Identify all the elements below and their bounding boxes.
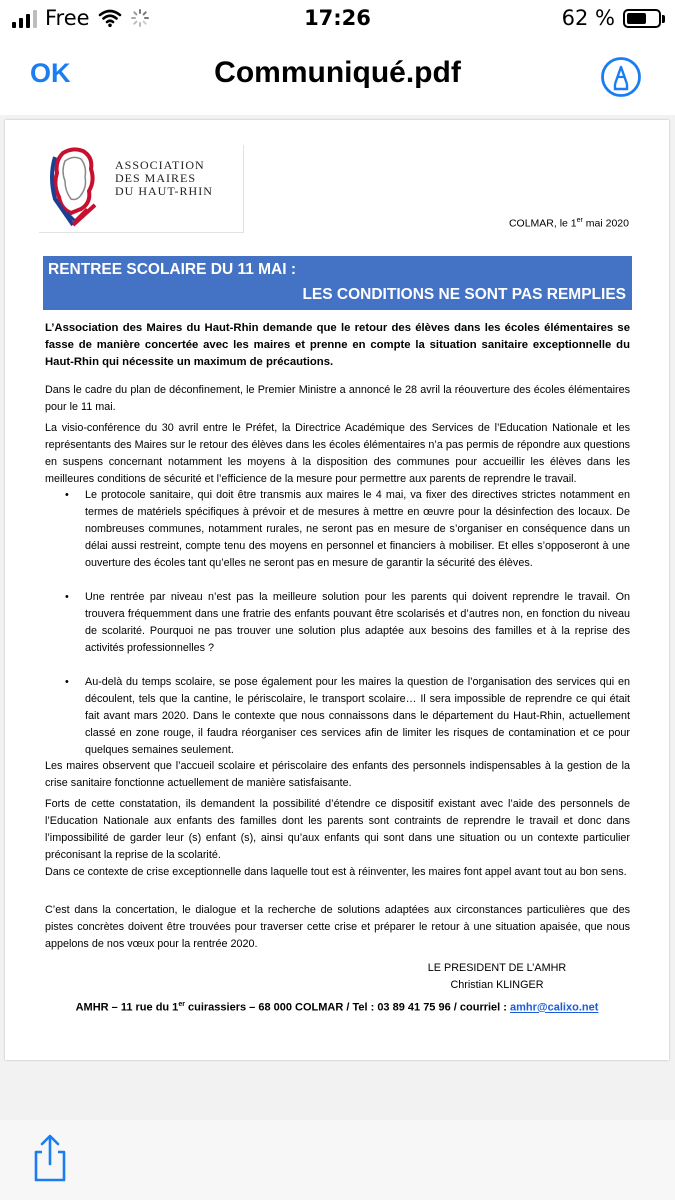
signature-name: Christian KLINGER — [450, 979, 544, 991]
share-icon[interactable] — [28, 1134, 72, 1184]
amhr-logo — [39, 145, 244, 233]
bullet-list — [45, 487, 630, 776]
document-date: COLMAR, le 1er mai 2020 — [508, 217, 629, 230]
list-item: • Au-delà du temps scolaire, se pose également pour les maires la question de l’organisation des services qui en découlent, tels que la cantine, le périscolaire, le transport scolaire… Il sera impossible de reprendre ce qui était fait avant mars 2020. Dans le contexte que nous connaissons dans le département du Haut-Rhin, actuellement classé en zone rouge, il faudra réorganiser ces services afin de limiter les risques de contamination et ce pour quelques semaines seulement. — [65, 676, 630, 756]
bullet-marker: • — [65, 676, 69, 688]
logo-line-3: DU HAUT-RHIN — [115, 184, 213, 198]
markup-pen-icon[interactable] — [600, 56, 642, 98]
logo-text — [115, 159, 213, 198]
document-footer: AMHR – 11 rue du 1er cuirassiers – 68 000 COLMAR / Tel : 03 89 41 75 96 / courriel : amhr@calixo.net — [75, 1001, 599, 1014]
carrier-name: Free — [45, 6, 90, 30]
battery-level — [627, 13, 646, 24]
paragraph-3: Les maires observent que l’accueil scolaire et périscolaire des enfants des personnels indispensables à la gestion de la crise sanitaire fonctionne actuellement de manière satisfaisante. — [45, 760, 630, 789]
headline-line-2: LES CONDITIONS NE SONT PAS REMPLIES — [302, 286, 626, 303]
bullet-marker: • — [65, 489, 69, 501]
paragraph-4: Forts de cette constatation, ils demandent la possibilité d’étendre ce dispositif existant avec l’aide des personnels de l’Education Nationale aux enfants des familles dont les parents sont contraints de reprendre le travail et donc dans l’impossibilité de garder leur (s) enfant (s), ainsi qu’aux enfants qui sont dans une situation ou un contexte particulier préconisant la reprise de la scolarité. — [45, 798, 630, 861]
battery-icon — [623, 9, 661, 28]
paragraph-5: Dans ce contexte de crise exceptionnelle dans laquelle tout est à réinventer, les maires font appel avant tout au bon sens. — [45, 866, 627, 878]
signature-title: LE PRESIDENT DE L’AMHR — [427, 962, 567, 974]
status-right — [562, 6, 661, 30]
battery-percentage: 62 % — [561, 6, 615, 30]
logo-line-1: ASSOCIATION — [115, 158, 205, 172]
logo-line-2: DES MAIRES — [115, 171, 197, 185]
list-item: • Une rentrée par niveau n’est pas la meilleure solution pour les parents qui doivent reprendre le travail. On trouvera fréquemment dans une fratrie des enfants pouvant être scolarisés et d’autres non, en fonction du niveau de scolarité. Pourquoi ne pas trouver une solution plus adaptée aux besoins des familles et à la reprise des activités professionnelles ? — [65, 591, 630, 654]
bottom-toolbar — [0, 1120, 675, 1200]
haut-rhin-map-logo-icon — [43, 147, 115, 229]
bullet-marker: • — [65, 591, 69, 603]
email-link[interactable]: amhr@calixo.net — [510, 1001, 599, 1014]
paragraph-2: La visio-conférence du 30 avril entre le Préfet, la Directrice Académique des Services de l’Education Nationale et les représentants des Maires sur le retour des élèves dans les écoles élémentaires n’a pas permis de répondre aux questions en suspens concernant notamment les moyens à la disposition des communes pour accueillir les élèves dans les meilleures conditions de sécurité et l’efficience de la mesure pour permettre aux parents de reprendre le travail. — [45, 422, 630, 485]
paragraph-6: C’est dans la concertation, le dialogue et la recherche de solutions adaptées aux circonstances particulières que des pistes concrètes doivent être trouvées pour traverser cette crise et préparer le retour à une situation apaisée, que nous appelons de nos vœux pour la rentrée 2020. — [45, 904, 630, 950]
done-button[interactable]: OK — [30, 58, 71, 88]
pdf-page — [5, 120, 669, 1060]
paragraph-1: Dans le cadre du plan de déconfinement, le Premier Ministre a annoncé le 28 avril la réouverture des écoles élémentaires pour le 11 mai. — [45, 384, 630, 413]
intro-paragraph: L’Association des Maires du Haut-Rhin demande que le retour des élèves dans les écoles élémentaires se fasse de manière concertée avec les maires et prenne en compte la situation sanitaire exceptionnelle du Haut-Rhin qui nécessite un maximum de précautions. — [45, 322, 630, 368]
status-time: 17:26 — [304, 6, 371, 30]
status-bar — [0, 0, 675, 40]
document-title: Communiqué.pdf — [214, 56, 461, 89]
headline-banner — [43, 256, 632, 310]
list-item: • Le protocole sanitaire, qui doit être transmis aux maires le 4 mai, va fixer des directives strictes notamment en termes de matériels spécifiques à prévoir et de mesures à mettre en œuvre pour la désinfection des locaux. De nombreuses communes, notamment rurales, ne seront pas en mesure de s’organiser en conséquence dans un délai aussi restreint, compte tenu des moyens en personnel et financiers à mobiliser. Et elles s’opposeront à une ouverture des écoles tant qu’elles ne seront pas en mesure de garantir la sécurité des élèves. — [65, 489, 630, 569]
nav-bar — [0, 40, 675, 115]
headline-line-1: RENTREE SCOLAIRE DU 11 MAI : — [48, 261, 297, 278]
pdf-viewer[interactable] — [0, 115, 675, 1120]
